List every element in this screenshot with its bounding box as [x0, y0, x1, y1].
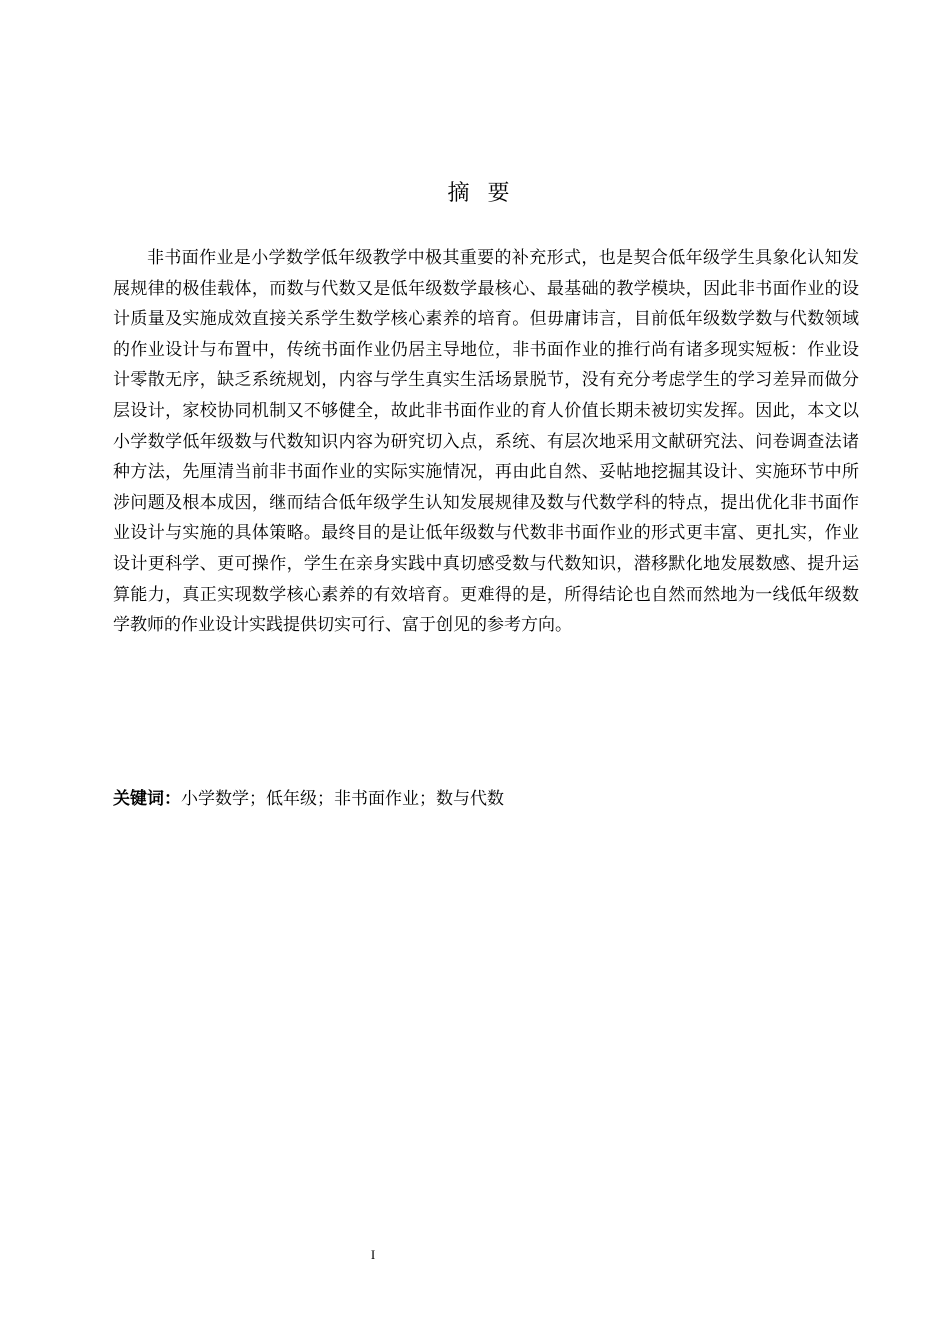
- page-number: I: [370, 1247, 376, 1262]
- abstract-paragraph: 非书面作业是小学数学低年级教学中极其重要的补充形式，也是契合低年级学生具象化认知发展规律的极佳载体，而数与代数又是低年级数学最核心、最基础的教学模块，因此非书面作业的设计质量及实施成效直接关系学生数学核心素养的培育。但毋庸讳言，目前低年级数学数与代数领域的作业设计与布置中，传统书面作业仍居主导地位，非书面作业的推行尚有诸多现实短板：作业设计零散无序，缺乏系统规划，内容与学生真实生活场景脱节，没有充分考虑学生的学习差异而做分层设计，家校协同机制又不够健全，故此非书面作业的育人价值长期未被切实发挥。因此，本文以小学数学低年级数与代数知识内容为研究切入点，系统、有层次地采用文献研究法、问卷调查法诸种方法，先厘清当前非书面作业的实际实施情况，再由此自然、妥帖地挖掘其设计、实施环节中所涉问题及根本成因，继而结合低年级学生认知发展规律及数与代数学科的特点，提出优化非书面作业设计与实施的具体策略。最终目的是让低年级数与代数非书面作业的形式更丰富、更扎实，作业设计更科学、更可操作，学生在亲身实践中真切感受数与代数知识，潜移默化地发展数感、提升运算能力，真正实现数学核心素养的有效培育。更难得的是，所得结论也自然而然地为一线低年级数学教师的作业设计实践提供切实可行、富于创见的参考方向。: [113, 248, 859, 636]
- keywords-items: 小学数学；低年级；非书面作业；数与代数: [181, 789, 504, 809]
- page-title: 摘要: [447, 181, 528, 206]
- keywords-label: 关键词：: [113, 789, 181, 809]
- keywords-line: [113, 785, 859, 813]
